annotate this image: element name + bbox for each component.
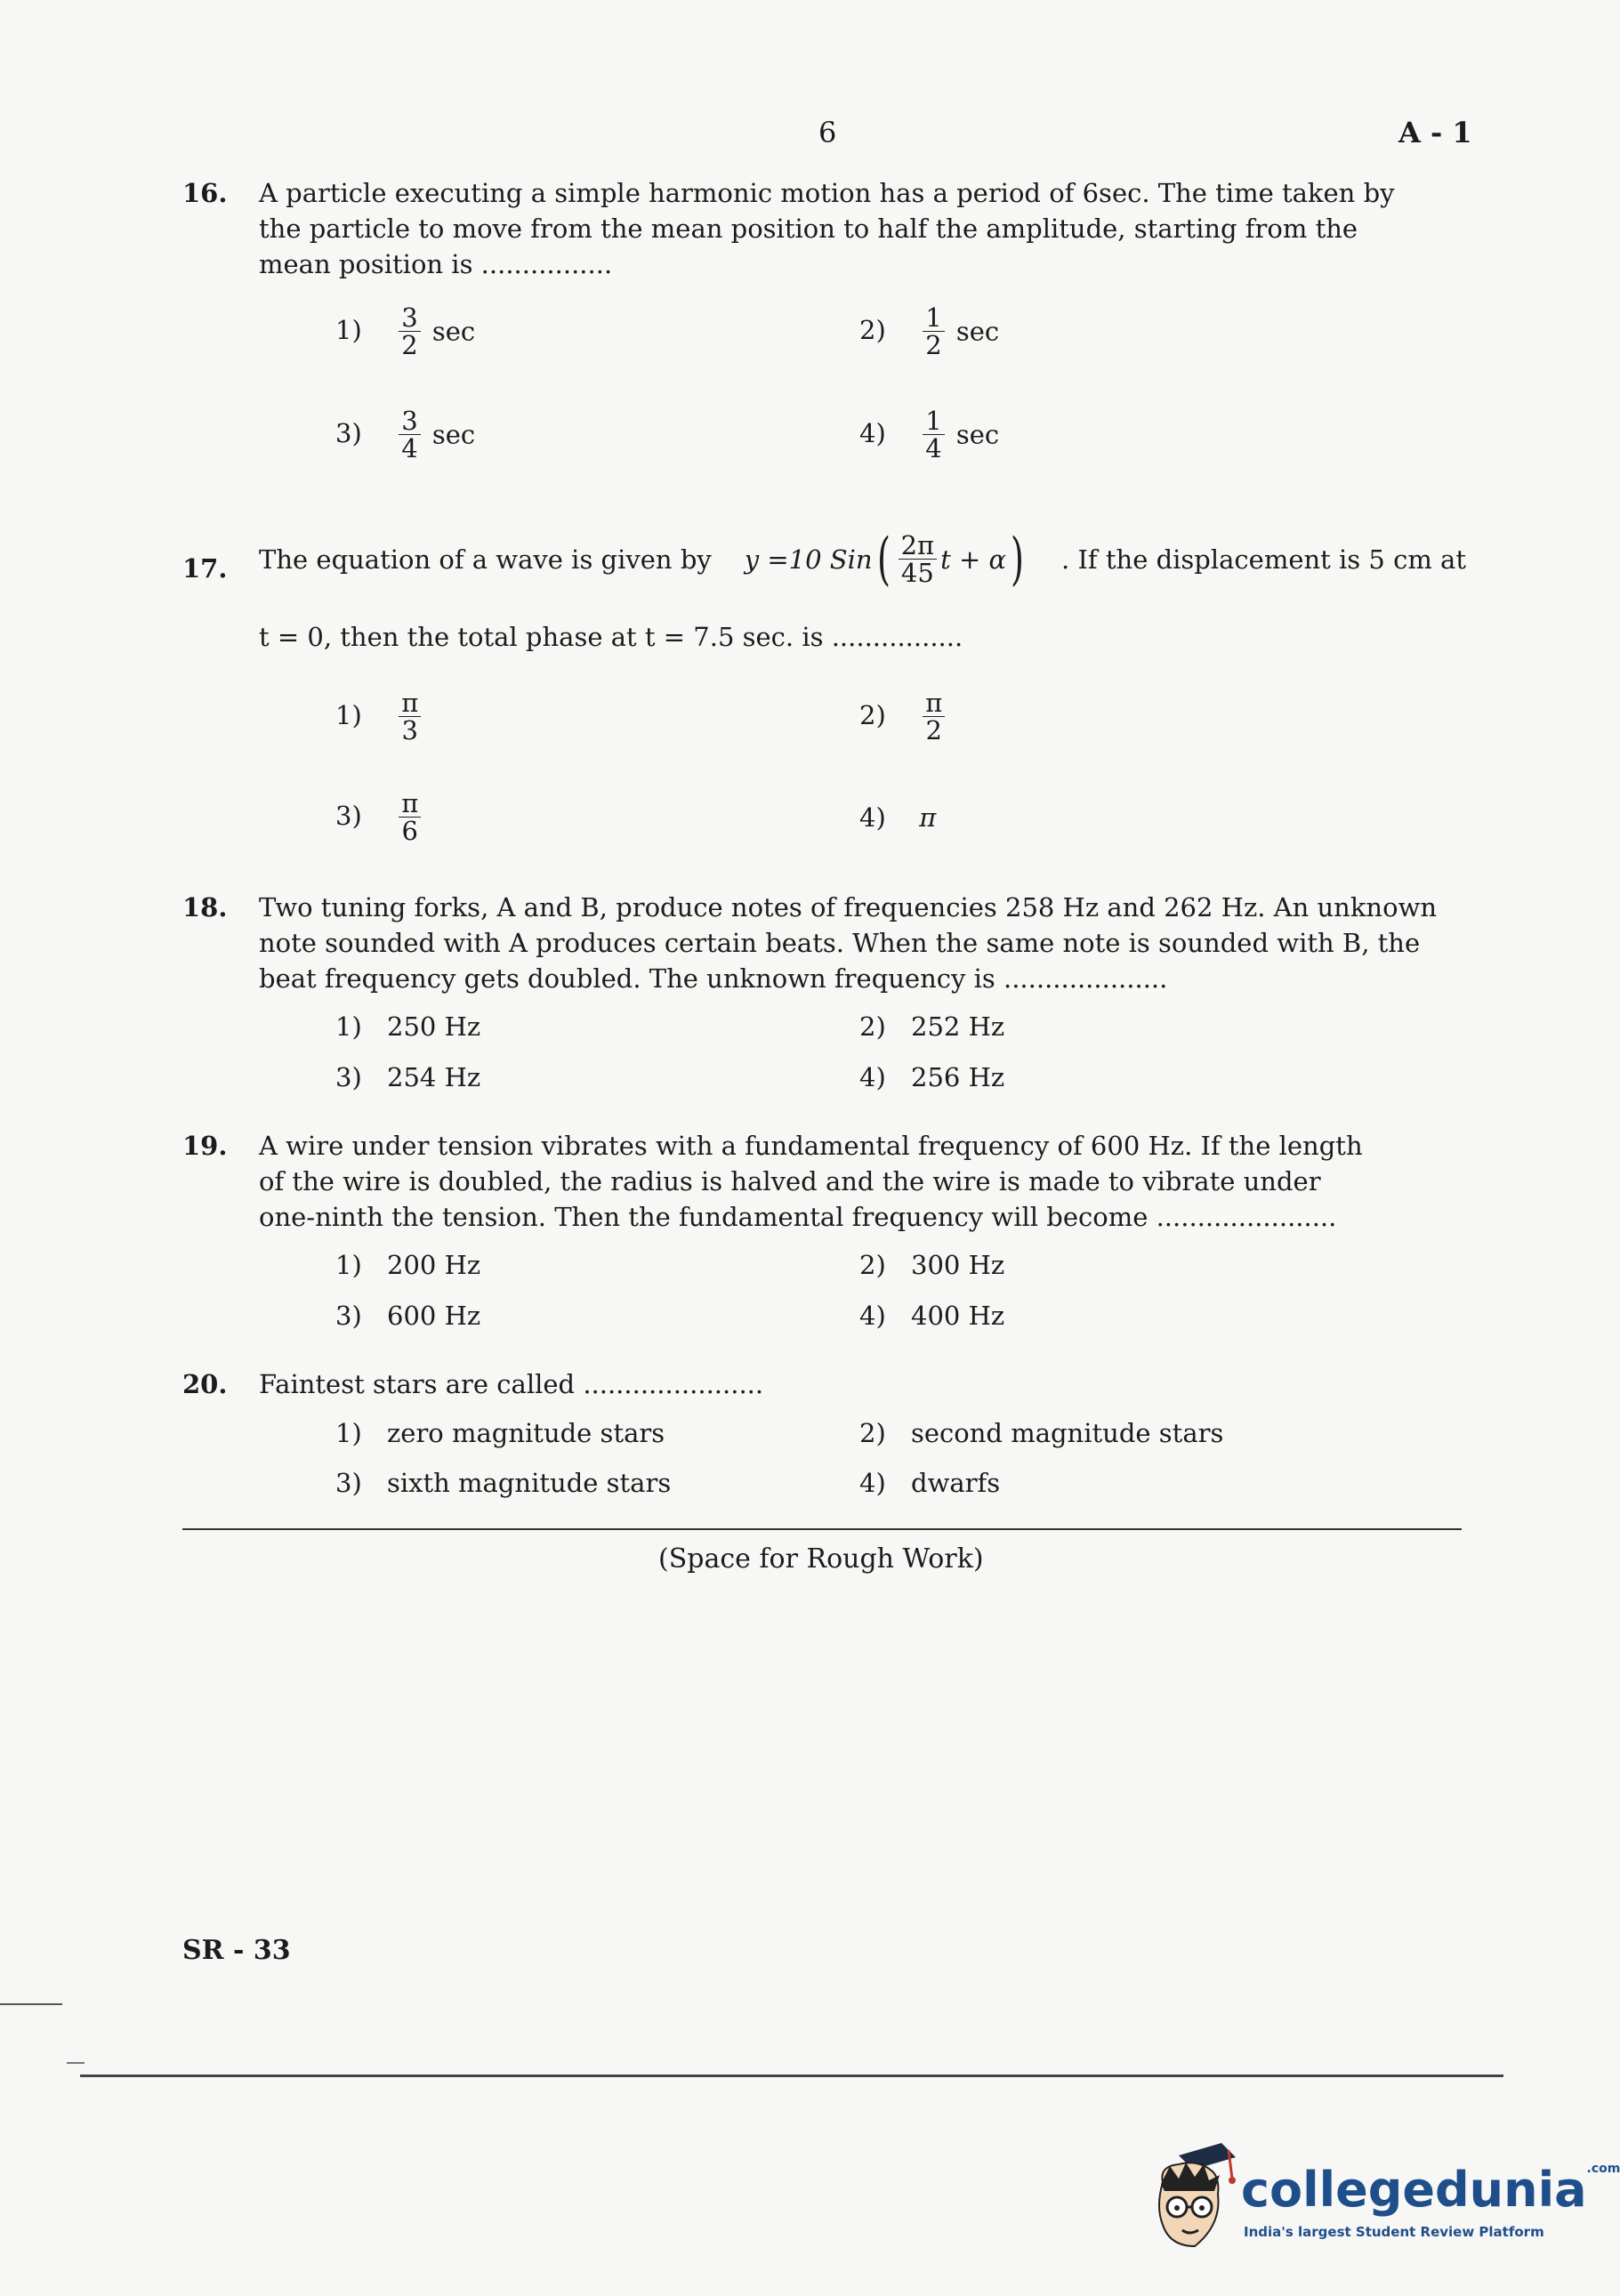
rough-work-label: (Space for Rough Work) bbox=[658, 1543, 984, 1575]
question-text: . If the displacement is 5 cm at bbox=[1061, 544, 1466, 575]
option-value: 250 Hz bbox=[387, 1011, 481, 1042]
option bbox=[335, 689, 424, 744]
fraction-numerator: 3 bbox=[399, 407, 420, 435]
option-value: 200 Hz bbox=[387, 1250, 481, 1280]
option bbox=[335, 407, 475, 462]
unit: sec bbox=[431, 316, 476, 347]
question-line: the particle to move from the mean position to half the amplitude, starting from the bbox=[259, 213, 1358, 244]
footer-code: SR - 33 bbox=[182, 1935, 291, 1966]
question-text: The equation of a wave is given by bbox=[259, 544, 712, 575]
question-20-text: Faintest stars are called ...................... bbox=[259, 1369, 764, 1399]
fraction-denominator: 2 bbox=[925, 330, 942, 360]
option-label: 2) bbox=[859, 1418, 886, 1448]
wave-equation: y =10 Sin ( $\frac{2\pi}{45}$ t + α ) bbox=[744, 526, 1025, 592]
option-label: 3) bbox=[335, 1301, 362, 1331]
option-value: zero magnitude stars bbox=[387, 1418, 665, 1448]
question-line: beat frequency gets doubled. The unknown frequency is .................... bbox=[259, 963, 1168, 994]
option-label: 1) bbox=[335, 1418, 362, 1448]
question-line: Two tuning forks, A and B, produce notes of frequencies 258 Hz and 262 Hz. An unknown bbox=[259, 892, 1438, 922]
fraction-denominator: 6 bbox=[401, 816, 418, 846]
fraction-numerator: π bbox=[399, 790, 421, 818]
scan-edge-line bbox=[80, 2074, 1503, 2077]
option-value: 300 Hz bbox=[911, 1250, 1005, 1280]
fraction-numerator: 3 bbox=[399, 304, 420, 332]
option-label: 4) bbox=[859, 1301, 886, 1331]
question-line: of the wire is doubled, the radius is halved and the wire is made to vibrate under bbox=[259, 1166, 1321, 1196]
question-number: 20. bbox=[182, 1369, 228, 1399]
brand-text: collegedunia bbox=[1241, 2162, 1587, 2218]
option-value: 254 Hz bbox=[387, 1062, 481, 1092]
fraction-denominator: 2 bbox=[401, 330, 418, 360]
option bbox=[335, 1418, 665, 1448]
option-value: 256 Hz bbox=[911, 1062, 1005, 1092]
question-17-line1 bbox=[259, 526, 1466, 592]
option-label: 1) bbox=[335, 699, 362, 730]
option bbox=[859, 689, 948, 744]
fraction-denominator: 2 bbox=[925, 715, 942, 745]
fraction-numerator: 1 bbox=[923, 304, 944, 332]
page-number: 6 bbox=[818, 116, 837, 149]
mascot-logo-icon bbox=[1143, 2139, 1241, 2264]
option-label: 2) bbox=[859, 1011, 886, 1042]
brand-suffix: .com bbox=[1586, 2162, 1620, 2176]
option bbox=[859, 802, 936, 833]
scan-edge-line bbox=[67, 2062, 85, 2064]
unit: sec bbox=[955, 419, 1000, 450]
paper-code: A - 1 bbox=[1398, 116, 1472, 149]
unit: sec bbox=[955, 316, 1000, 347]
option-label: 1) bbox=[335, 1011, 362, 1042]
unit: sec bbox=[431, 419, 476, 450]
option bbox=[859, 1250, 1004, 1280]
option bbox=[335, 1301, 480, 1331]
option bbox=[335, 1011, 480, 1042]
option bbox=[859, 407, 999, 462]
option-value: sixth magnitude stars bbox=[387, 1468, 672, 1498]
option-value: π bbox=[919, 802, 937, 833]
question-number: 19. bbox=[182, 1131, 228, 1161]
question-number: 16. bbox=[182, 178, 228, 208]
option-label: 1) bbox=[335, 314, 362, 345]
question-line: A wire under tension vibrates with a fundamental frequency of 600 Hz. If the length bbox=[259, 1131, 1363, 1161]
question-line: note sounded with A produces certain beats. When the same note is sounded with B, the bbox=[259, 928, 1421, 958]
question-number: 17. bbox=[182, 553, 228, 584]
option-label: 2) bbox=[859, 699, 886, 730]
option bbox=[859, 1468, 1000, 1498]
question-number: 18. bbox=[182, 892, 228, 922]
question-18-text bbox=[259, 890, 1466, 996]
option-label: 4) bbox=[859, 1062, 886, 1092]
option-label: 2) bbox=[859, 1250, 886, 1280]
option bbox=[859, 1062, 1004, 1092]
option-value: 252 Hz bbox=[911, 1011, 1005, 1042]
option-label: 3) bbox=[335, 800, 362, 831]
watermark-brand bbox=[1241, 2162, 1620, 2218]
option-value: second magnitude stars bbox=[911, 1418, 1224, 1448]
fraction-denominator: 4 bbox=[925, 433, 942, 463]
option-label: 4) bbox=[859, 802, 886, 833]
eq-lhs: y =10 bbox=[744, 544, 822, 575]
question-line: mean position is ................ bbox=[259, 249, 613, 279]
option-label: 4) bbox=[859, 417, 886, 448]
fraction-numerator: 2π bbox=[899, 532, 938, 560]
question-19-text bbox=[259, 1128, 1466, 1235]
option bbox=[335, 1250, 480, 1280]
option-label: 1) bbox=[335, 1250, 362, 1280]
eq-tail: t + α bbox=[940, 544, 1007, 575]
eq-function: Sin bbox=[829, 544, 873, 575]
option-label: 3) bbox=[335, 1468, 362, 1498]
option-label: 3) bbox=[335, 417, 362, 448]
fraction-denominator: 3 bbox=[401, 715, 418, 745]
fraction-numerator: 1 bbox=[923, 407, 944, 435]
option bbox=[335, 304, 475, 358]
option-label: 3) bbox=[335, 1062, 362, 1092]
question-line: A particle executing a simple harmonic motion has a period of 6sec. The time taken by bbox=[259, 178, 1395, 208]
fraction-numerator: π bbox=[399, 689, 421, 717]
option-label: 2) bbox=[859, 314, 886, 345]
option bbox=[859, 304, 999, 358]
option bbox=[859, 1011, 1004, 1042]
option-value: 400 Hz bbox=[911, 1301, 1005, 1331]
fraction-denominator: 45 bbox=[900, 558, 934, 588]
question-line: one-ninth the tension. Then the fundamental frequency will become ...................... bbox=[259, 1202, 1337, 1232]
option bbox=[335, 790, 424, 844]
option-label: 4) bbox=[859, 1468, 886, 1498]
option bbox=[859, 1301, 1004, 1331]
option bbox=[335, 1062, 480, 1092]
option-value: dwarfs bbox=[911, 1468, 1001, 1498]
option bbox=[859, 1418, 1223, 1448]
watermark-tagline: India's largest Student Review Platform bbox=[1244, 2224, 1544, 2240]
fraction-numerator: π bbox=[923, 689, 945, 717]
question-16-text bbox=[259, 175, 1466, 282]
option bbox=[335, 1468, 671, 1498]
scan-edge-line bbox=[0, 2003, 62, 2005]
question-17-line2: t = 0, then the total phase at t = 7.5 sec. is ................ bbox=[259, 622, 963, 652]
fraction-denominator: 4 bbox=[401, 433, 418, 463]
divider bbox=[182, 1528, 1462, 1530]
option-value: 600 Hz bbox=[387, 1301, 481, 1331]
